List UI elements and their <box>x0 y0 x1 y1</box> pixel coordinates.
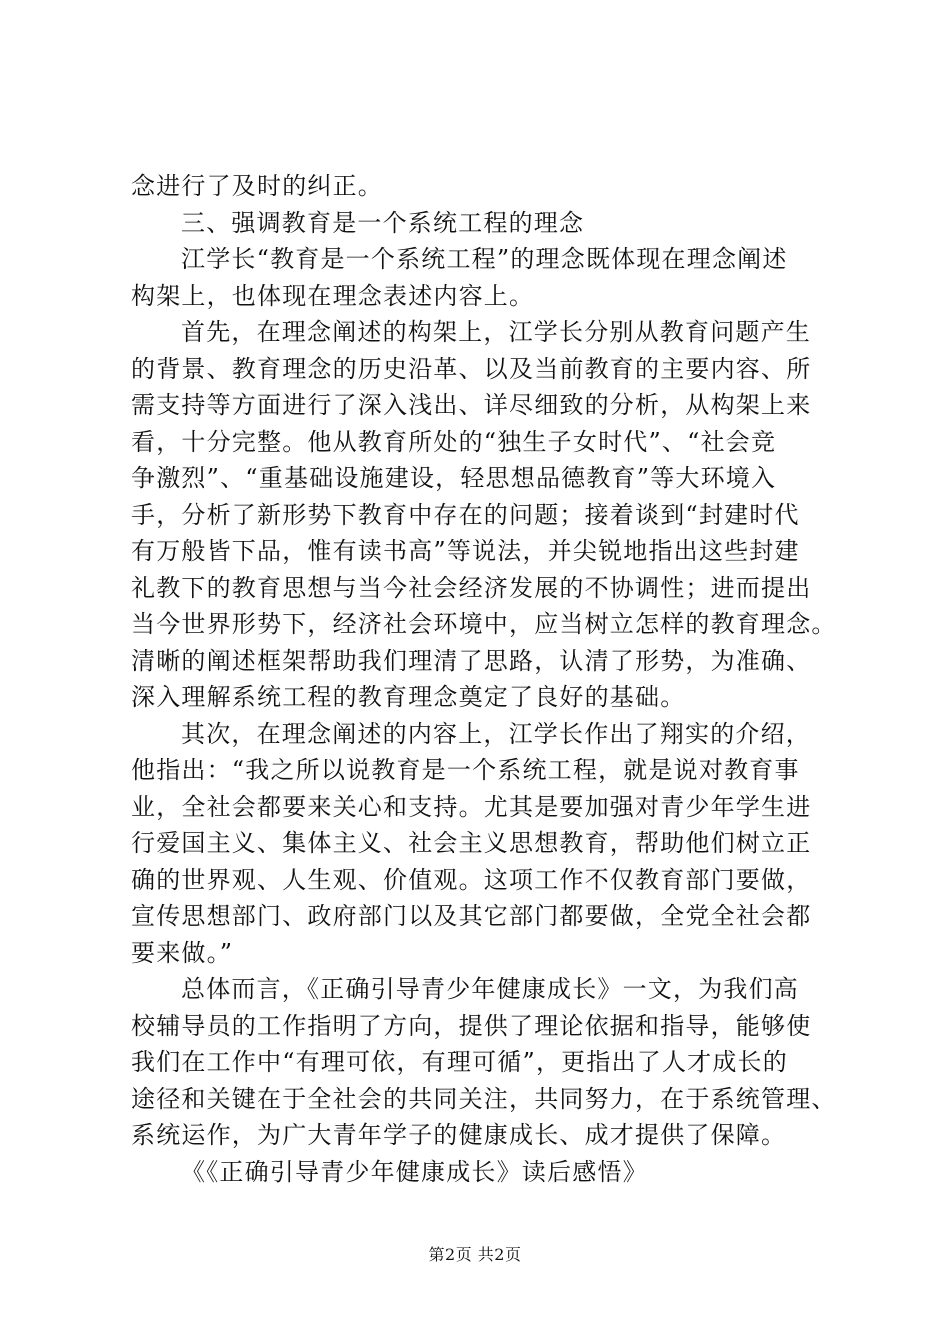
text-line: 总体而言，《正确引导青少年健康成长》一文，为我们高 <box>181 975 799 1003</box>
text-line: 他指出：“我之所以说教育是一个系统工程，就是说对教育事 <box>131 756 800 784</box>
text-line: 其次，在理念阐述的内容上，江学长作出了翔实的介绍， <box>181 719 811 748</box>
text-line: 的背景、教育理念的历史沿革、以及当前教育的主要内容、所 <box>131 354 812 383</box>
text-line: 要来做。” <box>131 938 234 967</box>
text-line: 构架上，也体现在理念表述内容上。 <box>131 281 535 310</box>
text-line: 手，分析了新形势下教育中存在的问题；接着谈到“封建时代 <box>131 500 800 529</box>
text-line: 争激烈”、“重基础设施建设，轻思想品德教育”等大环境入 <box>131 464 777 492</box>
text-line: 业，全社会都要来关心和支持。尤其是要加强对青少年学生进 <box>131 792 812 821</box>
text-line: 我们在工作中“有理可依，有理可循”，更指出了人才成长的 <box>131 1048 788 1076</box>
text-line: 念进行了及时的纠正。 <box>131 172 383 200</box>
text-line: 清晰的阐述框架帮助我们理清了思路，认清了形势，为准确、 <box>131 646 812 675</box>
text-line: 深入理解系统工程的教育理念奠定了良好的基础。 <box>131 683 686 711</box>
text-line: 需支持等方面进行了深入浅出、详尽细致的分析，从构架上来 <box>131 391 812 419</box>
text-line: 江学长“教育是一个系统工程”的理念既体现在理念阐述 <box>181 245 788 273</box>
text-line: 看，十分完整。他从教育所处的“独生子女时代”、“社会竞 <box>131 427 777 456</box>
text-line: 确的世界观、人生观、价值观。这项工作不仅教育部门要做， <box>131 865 812 894</box>
document-body <box>131 168 851 1190</box>
text-line: 有万般皆下品，惟有读书高”等说法，并尖锐地指出这些封建 <box>131 537 800 565</box>
text-line: 校辅导员的工作指明了方向，提供了理论依据和指导，能够使 <box>131 1011 812 1040</box>
text-line: 宣传思想部门、政府部门以及其它部门都要做，全党全社会都 <box>131 902 812 930</box>
text-line: 礼教下的教育思想与当今社会经济发展的不协调性；进而提出 <box>131 573 812 602</box>
text-line: 系统运作，为广大青年学子的健康成长、成才提供了保障。 <box>131 1121 787 1149</box>
text-line: 首先，在理念阐述的构架上，江学长分别从教育问题产生 <box>181 318 811 346</box>
document-title-line: 《《正确引导青少年健康成长》读后感悟》 <box>181 1157 648 1186</box>
text-line: 行爱国主义、集体主义、社会主义思想教育，帮助他们树立正 <box>131 829 812 857</box>
section-heading: 三、强调教育是一个系统工程的理念 <box>181 208 585 237</box>
text-line: 途径和关键在于全社会的共同关注，共同努力，在于系统管理、 <box>131 1084 837 1113</box>
page-number-footer: 第2页 共2页 <box>428 1245 522 1264</box>
text-line: 当今世界形势下，经济社会环境中，应当树立怎样的教育理念。 <box>131 610 837 638</box>
